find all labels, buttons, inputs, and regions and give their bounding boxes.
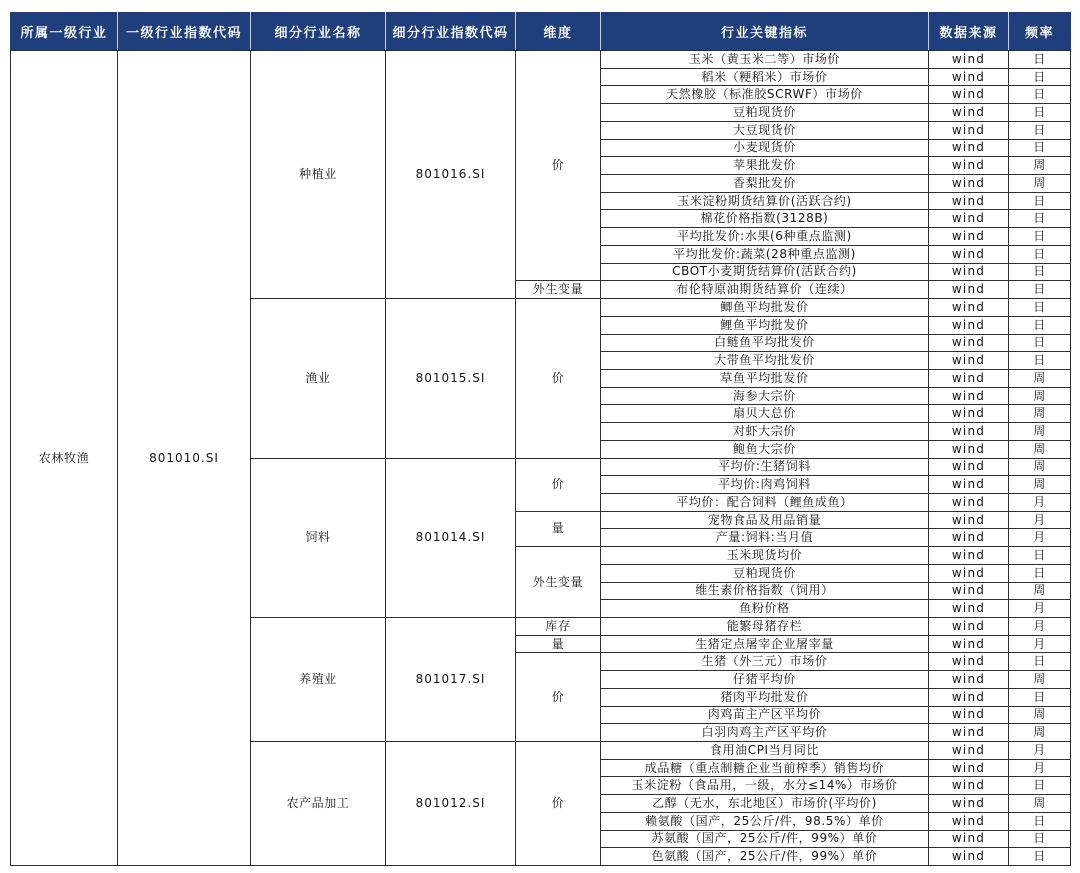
header-dimension: 维度 xyxy=(516,13,601,51)
data-source-cell: wind xyxy=(929,671,1009,689)
indicator-cell: 草鱼平均批发价 xyxy=(601,369,929,387)
data-source-cell: wind xyxy=(929,245,1009,263)
frequency-cell: 日 xyxy=(1009,86,1071,104)
frequency-cell: 日 xyxy=(1009,299,1071,317)
frequency-cell: 周 xyxy=(1009,476,1071,494)
frequency-cell: 周 xyxy=(1009,405,1071,423)
data-source-cell: wind xyxy=(929,440,1009,458)
data-source-cell: wind xyxy=(929,387,1009,405)
frequency-cell: 日 xyxy=(1009,547,1071,565)
frequency-cell: 周 xyxy=(1009,440,1071,458)
header-key-indicator: 行业关键指标 xyxy=(601,13,929,51)
data-source-cell: wind xyxy=(929,529,1009,547)
frequency-cell: 周 xyxy=(1009,175,1071,193)
data-source-cell: wind xyxy=(929,812,1009,830)
indicator-cell: 鲍鱼大宗价 xyxy=(601,440,929,458)
data-source-cell: wind xyxy=(929,352,1009,370)
indicator-cell: 平均价:生猪饲料 xyxy=(601,458,929,476)
frequency-cell: 日 xyxy=(1009,192,1071,210)
indicator-cell: 棉花价格指数(3128B) xyxy=(601,210,929,228)
indicator-cell: 海参大宗价 xyxy=(601,387,929,405)
data-source-cell: wind xyxy=(929,653,1009,671)
level1-industry-code-cell: 801010.SI xyxy=(118,51,251,866)
indicator-cell: 猪肉平均批发价 xyxy=(601,688,929,706)
sub-industry-name-cell: 种植业 xyxy=(251,51,386,299)
indicator-cell: 大带鱼平均批发价 xyxy=(601,352,929,370)
frequency-cell: 日 xyxy=(1009,210,1071,228)
indicator-cell: 白鲢鱼平均批发价 xyxy=(601,334,929,352)
frequency-cell: 日 xyxy=(1009,653,1071,671)
data-source-cell: wind xyxy=(929,618,1009,636)
frequency-cell: 日 xyxy=(1009,245,1071,263)
dimension-cell: 价 xyxy=(516,458,601,511)
table-row xyxy=(11,51,1071,69)
frequency-cell: 日 xyxy=(1009,228,1071,246)
frequency-cell: 日 xyxy=(1009,564,1071,582)
frequency-cell: 月 xyxy=(1009,511,1071,529)
frequency-cell: 周 xyxy=(1009,795,1071,813)
frequency-cell: 日 xyxy=(1009,51,1071,69)
indicator-cell: 玉米现货均价 xyxy=(601,547,929,565)
data-source-cell: wind xyxy=(929,777,1009,795)
header-level1-index-code: 一级行业指数代码 xyxy=(118,13,251,51)
header-level1-industry: 所属一级行业 xyxy=(11,13,118,51)
data-source-cell: wind xyxy=(929,458,1009,476)
data-source-cell: wind xyxy=(929,547,1009,565)
frequency-cell: 周 xyxy=(1009,369,1071,387)
dimension-cell: 量 xyxy=(516,511,601,546)
frequency-cell: 日 xyxy=(1009,688,1071,706)
indicator-cell: 玉米淀粉期货结算价(活跃合约) xyxy=(601,192,929,210)
indicator-cell: 维生素价格指数（饲用） xyxy=(601,582,929,600)
indicator-cell: 乙醇（无水，东北地区）市场价(平均价) xyxy=(601,795,929,813)
data-source-cell: wind xyxy=(929,476,1009,494)
indicator-cell: 稻米（粳稻米）市场价 xyxy=(601,68,929,86)
data-source-cell: wind xyxy=(929,742,1009,760)
header-sub-industry-name: 细分行业名称 xyxy=(251,13,386,51)
data-source-cell: wind xyxy=(929,316,1009,334)
indicator-cell: 小麦现货价 xyxy=(601,139,929,157)
frequency-cell: 日 xyxy=(1009,352,1071,370)
indicator-cell: 鱼粉价格 xyxy=(601,600,929,618)
frequency-cell: 月 xyxy=(1009,529,1071,547)
frequency-cell: 周 xyxy=(1009,582,1071,600)
data-source-cell: wind xyxy=(929,635,1009,653)
indicator-cell: 宠物食品及用品销量 xyxy=(601,511,929,529)
indicator-cell: 能繁母猪存栏 xyxy=(601,618,929,636)
data-source-cell: wind xyxy=(929,192,1009,210)
sub-industry-name-cell: 养殖业 xyxy=(251,618,386,742)
data-source-cell: wind xyxy=(929,511,1009,529)
data-source-cell: wind xyxy=(929,175,1009,193)
sub-industry-code-cell: 801014.SI xyxy=(386,458,516,617)
data-source-cell: wind xyxy=(929,706,1009,724)
data-source-cell: wind xyxy=(929,86,1009,104)
indicator-cell: 天然橡胶（标准胶SCRWF）市场价 xyxy=(601,86,929,104)
frequency-cell: 日 xyxy=(1009,263,1071,281)
sub-industry-name-cell: 饲料 xyxy=(251,458,386,617)
frequency-cell: 日 xyxy=(1009,334,1071,352)
indicator-cell: 生猪定点屠宰企业屠宰量 xyxy=(601,635,929,653)
data-source-cell: wind xyxy=(929,210,1009,228)
indicator-table-container xyxy=(10,12,1070,866)
data-source-cell: wind xyxy=(929,281,1009,299)
header-frequency: 频率 xyxy=(1009,13,1071,51)
indicator-cell: 平均价：配合饲料（鲤鱼成鱼） xyxy=(601,493,929,511)
frequency-cell: 月 xyxy=(1009,600,1071,618)
sub-industry-code-cell: 801012.SI xyxy=(386,742,516,866)
indicator-cell: 豆粕现货价 xyxy=(601,564,929,582)
sub-industry-code-cell: 801016.SI xyxy=(386,51,516,299)
data-source-cell: wind xyxy=(929,848,1009,866)
indicator-cell: 对虾大宗价 xyxy=(601,423,929,441)
data-source-cell: wind xyxy=(929,405,1009,423)
frequency-cell: 月 xyxy=(1009,742,1071,760)
table-header xyxy=(11,13,1071,51)
frequency-cell: 日 xyxy=(1009,316,1071,334)
data-source-cell: wind xyxy=(929,582,1009,600)
indicator-cell: 香梨批发价 xyxy=(601,175,929,193)
table-body xyxy=(11,51,1071,866)
frequency-cell: 日 xyxy=(1009,121,1071,139)
indicator-cell: 平均批发价:水果(6种重点监测) xyxy=(601,228,929,246)
dimension-cell: 价 xyxy=(516,299,601,458)
frequency-cell: 月 xyxy=(1009,493,1071,511)
frequency-cell: 日 xyxy=(1009,68,1071,86)
frequency-cell: 日 xyxy=(1009,104,1071,122)
sub-industry-code-cell: 801015.SI xyxy=(386,299,516,458)
indicator-cell: 苹果批发价 xyxy=(601,157,929,175)
frequency-cell: 日 xyxy=(1009,848,1071,866)
data-source-cell: wind xyxy=(929,795,1009,813)
indicator-cell: 仔猪平均价 xyxy=(601,671,929,689)
frequency-cell: 周 xyxy=(1009,157,1071,175)
frequency-cell: 日 xyxy=(1009,139,1071,157)
indicator-cell: 产量:饲料:当月值 xyxy=(601,529,929,547)
data-source-cell: wind xyxy=(929,263,1009,281)
level1-industry-name-cell: 农林牧渔 xyxy=(11,51,118,866)
dimension-cell: 价 xyxy=(516,653,601,742)
data-source-cell: wind xyxy=(929,121,1009,139)
indicator-cell: 扇贝大总价 xyxy=(601,405,929,423)
data-source-cell: wind xyxy=(929,759,1009,777)
data-source-cell: wind xyxy=(929,51,1009,69)
sub-industry-name-cell: 渔业 xyxy=(251,299,386,458)
indicator-cell: 玉米（黄玉米二等）市场价 xyxy=(601,51,929,69)
data-source-cell: wind xyxy=(929,724,1009,742)
data-source-cell: wind xyxy=(929,493,1009,511)
indicator-cell: 成品糖（重点制糖企业当前榨季）销售均价 xyxy=(601,759,929,777)
data-source-cell: wind xyxy=(929,139,1009,157)
indicator-cell: 豆粕现货价 xyxy=(601,104,929,122)
frequency-cell: 周 xyxy=(1009,458,1071,476)
frequency-cell: 月 xyxy=(1009,618,1071,636)
frequency-cell: 周 xyxy=(1009,423,1071,441)
data-source-cell: wind xyxy=(929,334,1009,352)
data-source-cell: wind xyxy=(929,369,1009,387)
frequency-cell: 日 xyxy=(1009,812,1071,830)
dimension-cell: 外生变量 xyxy=(516,547,601,618)
frequency-cell: 月 xyxy=(1009,635,1071,653)
dimension-cell: 库存 xyxy=(516,618,601,636)
indicator-cell: 肉鸡苗主产区平均价 xyxy=(601,706,929,724)
frequency-cell: 周 xyxy=(1009,671,1071,689)
sub-industry-name-cell: 农产品加工 xyxy=(251,742,386,866)
indicator-cell: 生猪（外三元）市场价 xyxy=(601,653,929,671)
indicator-cell: 赖氨酸（国产，25公斤/件，98.5%）单价 xyxy=(601,812,929,830)
data-source-cell: wind xyxy=(929,423,1009,441)
header-data-source: 数据来源 xyxy=(929,13,1009,51)
data-source-cell: wind xyxy=(929,600,1009,618)
data-source-cell: wind xyxy=(929,564,1009,582)
header-row xyxy=(11,13,1071,51)
indicator-cell: 布伦特原油期货结算价（连续） xyxy=(601,281,929,299)
frequency-cell: 周 xyxy=(1009,724,1071,742)
data-source-cell: wind xyxy=(929,299,1009,317)
frequency-cell: 月 xyxy=(1009,759,1071,777)
dimension-cell: 量 xyxy=(516,635,601,653)
frequency-cell: 日 xyxy=(1009,777,1071,795)
indicator-cell: CBOT小麦期货结算价(活跃合约) xyxy=(601,263,929,281)
frequency-cell: 周 xyxy=(1009,387,1071,405)
indicator-cell: 鲫鱼平均批发价 xyxy=(601,299,929,317)
dimension-cell: 价 xyxy=(516,51,601,281)
indicator-cell: 玉米淀粉（食品用，一级，水分≤14%）市场价 xyxy=(601,777,929,795)
indicator-cell: 鲤鱼平均批发价 xyxy=(601,316,929,334)
dimension-cell: 价 xyxy=(516,742,601,866)
indicator-cell: 白羽肉鸡主产区平均价 xyxy=(601,724,929,742)
data-source-cell: wind xyxy=(929,830,1009,848)
frequency-cell: 日 xyxy=(1009,281,1071,299)
indicator-cell: 色氨酸（国产，25公斤/件，99%）单价 xyxy=(601,848,929,866)
data-source-cell: wind xyxy=(929,228,1009,246)
data-source-cell: wind xyxy=(929,68,1009,86)
indicator-cell: 平均批发价:蔬菜(28种重点监测) xyxy=(601,245,929,263)
indicator-cell: 平均价:肉鸡饲料 xyxy=(601,476,929,494)
frequency-cell: 日 xyxy=(1009,830,1071,848)
data-source-cell: wind xyxy=(929,104,1009,122)
data-source-cell: wind xyxy=(929,688,1009,706)
indicator-cell: 苏氨酸（国产，25公斤/件，99%）单价 xyxy=(601,830,929,848)
dimension-cell: 外生变量 xyxy=(516,281,601,299)
indicator-cell: 大豆现货价 xyxy=(601,121,929,139)
data-source-cell: wind xyxy=(929,157,1009,175)
sub-industry-code-cell: 801017.SI xyxy=(386,618,516,742)
industry-indicator-table xyxy=(10,12,1071,866)
indicator-cell: 食用油CPI当月同比 xyxy=(601,742,929,760)
header-sub-industry-index-code: 细分行业指数代码 xyxy=(386,13,516,51)
frequency-cell: 周 xyxy=(1009,706,1071,724)
